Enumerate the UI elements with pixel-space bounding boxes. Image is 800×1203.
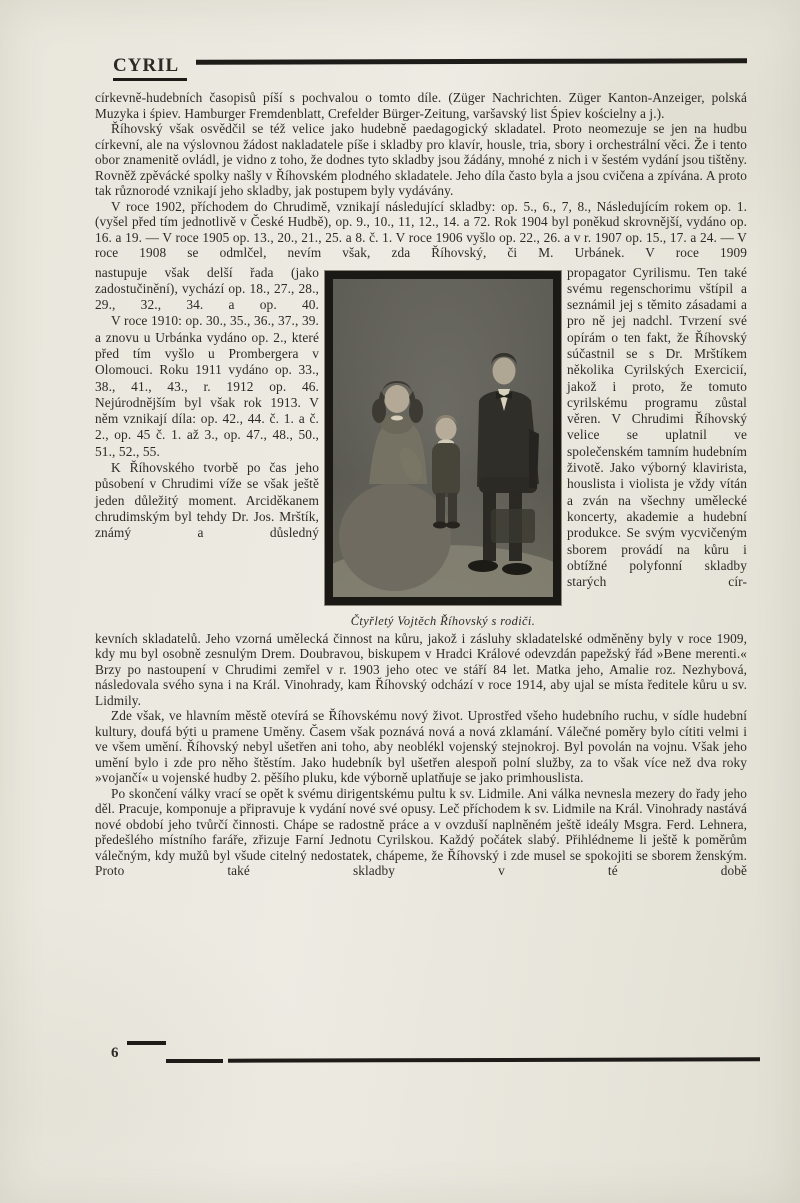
text-block bbox=[95, 56, 747, 879]
paragraph-opus-chronology: V roce 1902, příchodem do Chrudimě, vznikají následující skladby: op. 5., 6., 7, 8., Následujícím rokem op. 1. (vyšel před tím jednotlivě v České Hudbě), op. 9., 10., 11, 12., 14. a 72. Rok 1904 byl poněkud skrovnější, vydáno op. 16. a 19. — V roce 1905 op. 13., 20., 21., 25. a 8. č. 1. V roce 1906 vyšlo op. 22., 26. a v r. 1907 op. 15., 17. a 24. — V roce 1908 se odmlčel, nevím však, zda Říhovský, či M. Urbánek. V roce 1909 bbox=[95, 198, 747, 260]
left-column-paragraph: K Říhovského tvorbě po čas jeho působení v Chrudimi víže se však ještě jeden důležitý moment. Arciděkanem chrudimským byl tehdy Dr. Jos. Mrštík, známý a důsledný bbox=[95, 460, 319, 541]
footer-rule-short bbox=[166, 1059, 223, 1063]
right-column bbox=[567, 265, 747, 629]
paragraph-postwar-cyril-union: Po skončení války vrací se opět k svému dirigentskému pultu k sv. Lidmile. Ani válka nevnesla mezery do řady jeho děl. Pracuje, komponuje a připravuje k vydání nové své opusy. Leč příchodem k sv. Lidmile na Král. Vinohrady nastává nové období jeho tvůrčí činnosti. Chápe se radostně práce a v ovzduší naplněném ještě ideály Msgra. Ferd. Lehnera, předešlého místního faráře, zřizuje Farní Jednotu Cyrilskou. Každý počátek slabý. Přihlédneme li ještě k poměrům válečným, kdy mužů byl všude citelný nedostatek, chápeme, že Říhovský i zde musel se spokojiti se sborem ženským. Proto také skladby v té době bbox=[95, 785, 747, 878]
footer-rule-long bbox=[228, 1057, 760, 1062]
masthead bbox=[113, 56, 747, 81]
page-number-rule bbox=[127, 1041, 166, 1045]
family-portrait-illustration bbox=[333, 279, 553, 597]
right-column-paragraph: propagator Cyrilismu. Ten také svému regenschorimu vštípil a seznámil jej s těmito zásadami a pro ně jej nadchl. Tvrzení své opírám o ten fakt, že Říhovský súčastnil se s Dr. Mrštíkem několika Cyrilských Exercicií, jakož i proto, že tomuto cyrilskému programu zůstal věren. V Chrudimi Říhovský velice se uplatnil ve společenském tamním hudebním životě. Jako výborný klavirista, houslista i violista je vždy vítán a zván na všechny umělecké koncerty, akademie a hudební produkce. Se svým vycvičeným sborem provádí na kůru i obtížné polyfonní skladby starých cír- bbox=[567, 264, 747, 590]
page-number: 6 bbox=[111, 1045, 119, 1061]
paragraph-pedagogic-composer: Říhovský však osvědčil se též velice jako hudebně paedagogický skladatel. Proto neomezuje se jen na hudbu církevní, ale na výslovnou žádost nakladatele píše i skladby pro klavír, housle, tria, sbory i orchestrální věci. Že i tento obor znamenitě ovládl, je vidno z toho, že dodnes tyto skladby jsou žádány, mnohé z nich i v šestém vydání jsou tištěny. Rovněž zpěvácké spolky našly v Říhovském plodného skladatele. Jeho díla často byla a jsou cvičena a zpívána. A proto tak různorodé vznikají jeho skladby, jak postupem byly vydávány. bbox=[95, 121, 747, 198]
photo-figure bbox=[319, 265, 567, 629]
masthead-rule bbox=[196, 58, 747, 64]
left-column-paragraph: V roce 1910: op. 30., 35., 36., 37., 39. a znovu u Urbánka vydáno op. 2., které před tím vyšlo u Prombergera v Olomouci. Roku 1911 vydáno op. 33., 38., 41., 43., r. 1912 op. 46. Nejúrodnějším byl však rok 1913. V něm vznikají díla: op. 42., 44. č. 1. a č. 2., op. 45 č. 1. až 3., op. 47., 48., 50., 51., 52., 55. bbox=[95, 313, 319, 459]
paragraph-press-reviews: církevně-hudebních časopisů píší s pochvalou o tomto díle. (Züger Nachrichten. Züger Kanton-Anzeiger, polská Muzyka i śpiev. Hamburger Fremdenblatt, Crefelder Bürger-Zeitung, varšavský list Śpiev kościelny a j.). bbox=[95, 90, 747, 121]
paragraph-bene-merenti: kevních skladatelů. Jeho vzorná umělecká činnost na kůru, jakož i zásluhy skladatelské odměněny byly v roce 1909, kdy mu byl osobně zesnulým Drem. Doubravou, biskupem v Hradci Králové odevzdán papežský řád »Bene merenti.« Brzy po nastoupení v Chrudimi zemřel v r. 1903 jeho otec ve stáří 84 let. Matka jeho, Amalie roz. Nezhybová, následovala svého syna i na Král. Vinohrady, kam Říhovský odchází v roce 1914, aby ujal se místa ředitele kůru u sv. Lidmily. bbox=[95, 630, 747, 708]
family-portrait-photo bbox=[325, 271, 561, 605]
paragraph-prague-and-war: Zde však, ve hlavním městě otevírá se Říhovskému nový život. Uprostřed všeho hudebního ruchu, v sídle hudební kultury, doufá býti u pramene Uměny. Časem však poznává nová a nová zklamání. Válečné poměry bylo cítiti velmi i ve všem umění. Říhovský nebyl ušetřen ani toho, aby neoblékl vojenský stejnokroj. Byl povolán na vojnu. Však jeho umění bylo i zde pro něho štěstím. Jako hudebník byl ušetřen alespoň polní služby, za to však více než dva roky »vojančí« u vojenské hudby 2. pěšího pluku, kde výborně uplatňuje se jako primhouslista. bbox=[95, 708, 747, 785]
left-column-paragraph: nastupuje však delší řada (jako zadostučinění), vychází op. 18., 27., 28., 29., 32., 34. a op. 40. bbox=[95, 264, 319, 313]
masthead-title: CYRIL bbox=[113, 56, 187, 81]
left-column bbox=[95, 265, 319, 629]
photo-caption: Čtyřletý Vojtěch Říhovský s rodiči. bbox=[350, 613, 536, 628]
photo-text-wrap bbox=[95, 265, 747, 629]
